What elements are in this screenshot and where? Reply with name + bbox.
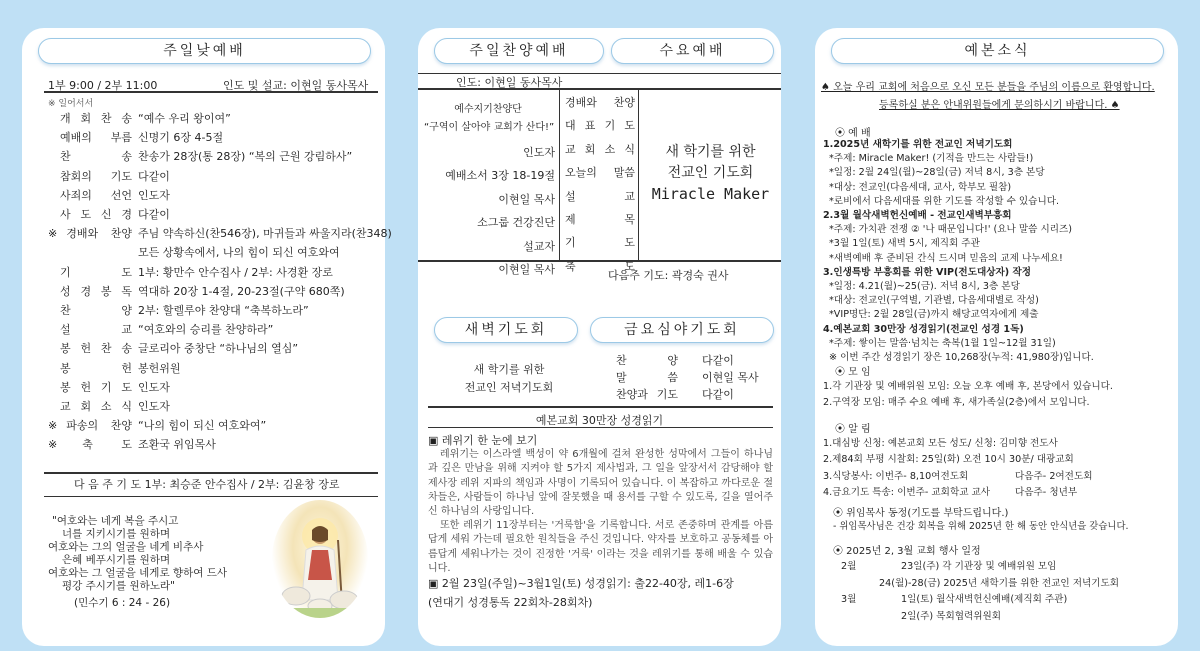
praise-label: 기 도 [565, 236, 635, 250]
order-value: 인도자 [138, 400, 170, 413]
order-row [22, 302, 385, 321]
praise-label: 제 목 [565, 213, 635, 226]
order-row [22, 244, 385, 263]
duty-row [823, 468, 968, 482]
order-value: 조환국 위임목사 [138, 438, 216, 452]
order-row [22, 129, 385, 148]
worship-news-item: 4.예본교회 30만장 성경읽기(전교인 성경 1독) [823, 323, 1024, 335]
divider [44, 91, 378, 93]
special-this-week: 4.금요기도 특송: 이번주- 교회학교 교사 [823, 487, 991, 498]
order-label: 예배의 부름 [60, 131, 132, 145]
order-row [22, 187, 385, 206]
divider [428, 406, 773, 408]
order-label: 봉 헌 기 도 [60, 380, 132, 394]
order-label: 찬 양 [60, 304, 132, 317]
sunday-worship-panel [22, 28, 392, 646]
meeting-news-item: 2.구역장 모임: 매주 수요 예배 후, 새가족실(2층)에서 모입니다. [823, 397, 1090, 408]
quote-line: "여호와는 네게 복을 주시고 [52, 515, 179, 527]
praise-label: 교 회 소 식 [565, 142, 635, 156]
quote-line: 너를 지키시기를 원하며 [62, 528, 171, 540]
notice-news-list [823, 436, 1074, 468]
notice-news-item: 2.제84회 부평 시찰회: 25일(화) 오전 10시 30분/ 대광교회 [823, 454, 1074, 465]
duty-this-week: 3.식당봉사: 이번주- 8,10여전도회 [823, 471, 969, 482]
praise-value: 인도자 [523, 146, 555, 159]
worship-leader: 인도 및 설교: 이현일 동사목사 [223, 79, 369, 92]
quote-line: 여호와는 그 얼굴을 네게로 향하여 드사 [48, 567, 227, 579]
friday-label: 찬양과 기도 [616, 388, 678, 401]
worship-news-item: 2.3월 월삭새벽헌신예배 - 전교인새벽부흥회 [823, 210, 1012, 222]
order-value: 다같이 [138, 169, 170, 183]
divider [638, 88, 639, 260]
order-value: “나의 힘이 되신 여호와여” [138, 419, 267, 433]
meeting-heading: ⦿ 모 임 [835, 367, 871, 378]
wednesday-line: Miracle Maker [651, 185, 770, 203]
order-value: 역대하 20장 1-4절, 20-23절(구약 680쪽) [138, 284, 345, 298]
friday-value: 다같이 [702, 354, 734, 367]
worship-news-item: 1.2025년 새학기를 위한 전교인 저녁기도회 [823, 139, 1013, 150]
notice-news-item: 1.대심방 신청: 예본교회 모든 성도/ 신청: 김미향 전도사 [823, 438, 1058, 449]
dawn-line: 전교인 저녁기도회 [464, 381, 554, 394]
dawn-line: 새 학기를 위한 [473, 363, 545, 376]
worship-news-item: *VIP명단: 2월 28일(금)까지 해당교역자에게 제출 [829, 309, 1039, 321]
worship-news-list [823, 138, 1094, 365]
wednesday-worship-title: 수요예배 [611, 38, 774, 64]
leviticus-summary: 레위기는 이스라엘 백성이 약 6개월에 걸쳐 완성한 성막에서 그들이 하나님과 깊은 만남을 위해 지켜야 할 5가지 제사법과, 그 일을 앞장서서 감당해야 할 제사장 레위 지파의 책임과 사명이 기록되어 있습니다. 이 복잡하고 까다로운 절차들은, 사람들이 하나님 앞에 잘못했을 때 용서를 구할 수 있도록, 길을 열어주신 하나님의 사랑입니다. [428, 449, 773, 518]
praise-leader: 인도: 이현일 동사목사 [456, 76, 563, 89]
meeting-news-list [823, 379, 1113, 411]
order-value: “예수 우리 왕이여” [138, 112, 231, 125]
pastor-heading: ⦿ 위임목사 동정(기도를 부탁드립니다.) [833, 508, 1009, 519]
order-label: 교 회 소 식 [60, 400, 132, 413]
special-next-week: 다음주- 청년부 [1015, 487, 1078, 498]
divider [428, 427, 773, 428]
order-label: 개 회 찬 송 [60, 112, 132, 125]
praise-value: 예수지기찬양단 [454, 104, 522, 115]
order-row [22, 225, 392, 244]
order-label: 봉 헌 찬 송 [60, 342, 132, 356]
order-row [22, 148, 385, 167]
worship-news-item: *주제: Miracle Maker! (기적을 만드는 사람들!) [829, 153, 1034, 165]
order-label: 설 교 [60, 323, 132, 337]
order-row [22, 436, 385, 455]
worship-news-item: *3월 1일(토) 새벽 5시, 제직회 주관 [829, 238, 980, 250]
divider [559, 88, 560, 260]
order-label: ※경배와 찬양 [48, 227, 132, 241]
reading-schedule: ▣ 2월 23일(주일)~3월1일(토) 성경읽기: 출22-40장, 레1-6장 [428, 577, 734, 590]
order-label: ※파송의 찬양 [48, 419, 132, 433]
good-shepherd-illustration [272, 500, 368, 618]
event-text: 2일(주) 목회협력위원회 [901, 610, 1002, 622]
order-value: 찬송가 28장(통 28장) “복의 근원 강림하사” [138, 150, 353, 164]
quote-line: 평강 주시기를 원하노라" [62, 580, 175, 592]
duty-next-week: 다음주- 2여전도회 [1015, 471, 1093, 482]
order-row [22, 321, 385, 340]
friday-value: 다같이 [702, 388, 734, 401]
leviticus-summary-2: 또한 레위기 11장부터는 '거룩함'을 기록합니다. 서로 존중하며 관계를 아름답게 세워 가는데 필요한 원칙들을 주신 것입니다. 약자를 보호하고 공동체를 아름답게 세워나가는 것이 진정한 '거룩' 이라는 것을 레위기를 통해 배울 수 있습니다. [428, 520, 773, 574]
worship-news-item: *일정: 4.21(월)~25(금). 저녁 8시, 3층 본당 [829, 281, 1020, 293]
order-value: 봉헌위원 [138, 361, 181, 375]
friday-prayer-title: 금요심야기도회 [590, 317, 774, 343]
notice-heading: ⦿ 알 림 [835, 424, 871, 435]
praise-value: 이현일 목사 [498, 263, 555, 276]
quote-line: 여호와는 그의 얼굴을 네게 비추사 [48, 541, 204, 553]
praise-value: “구역이 살아야 교회가 산다!” [424, 122, 555, 133]
worship-news-item: *새벽예배 후 준비된 간식 드시며 믿음의 교제 나누세요! [829, 252, 1063, 264]
praise-worship-title: 주일찬양예배 [434, 38, 604, 64]
order-label: 사 도 신 경 [60, 208, 132, 221]
order-value: 1부: 황만수 안수집사 / 2부: 사경환 장로 [138, 265, 333, 279]
wednesday-line: 새 학기를 위한 [665, 144, 756, 160]
dawn-prayer-event [434, 361, 584, 397]
welcome-text: 등록하실 분은 안내위원들에게 문의하시기 바랍니다. ♠ [879, 100, 1120, 111]
order-row [22, 398, 385, 417]
divider [418, 260, 781, 262]
praise-value: 이현일 목사 [498, 193, 555, 206]
order-value: “여호와의 승리를 찬양하라” [138, 323, 274, 337]
event-month: 3월 [841, 594, 857, 605]
event-text: 1일(토) 월삭새벽헌신예배(제직회 주관) [901, 594, 1068, 605]
welcome-line-2 [879, 96, 1120, 111]
order-row [22, 379, 385, 398]
worship-news-item: *로비에서 다음세대를 위한 기도를 작성할 수 있습니다. [829, 195, 1060, 207]
worship-news-item: *대상: 전교인(다음세대, 교사, 학부모 필참) [829, 181, 1012, 193]
pastor-news: - 위임목사님은 건강 회복을 위해 2025년 한 해 동안 안식년을 갖습니다. [833, 521, 1129, 532]
order-value: 인도자 [138, 188, 170, 202]
event-text: 23일(주) 각 기관장 및 예배위원 모임 [901, 561, 1057, 572]
order-row [22, 206, 385, 225]
divider [44, 472, 378, 474]
next-week-prayer: 다 음 주 기 도 1부: 최승준 안수집사 / 2부: 김윤창 장로 [74, 478, 340, 491]
church-news-panel [815, 28, 1178, 646]
scripture-quote [48, 515, 227, 610]
meeting-news-item: 1.각 기관장 및 예배위원 모임: 오늘 오후 예배 후, 본당에서 있습니다. [823, 381, 1113, 392]
quote-line: 은혜 베푸시기를 원하며 [62, 554, 171, 566]
shepherd-image [272, 500, 368, 618]
worship-news-item: ※ 이번 주간 성경읽기 장은 10,268장(누적: 41,980장)입니다. [829, 352, 1094, 364]
quote-reference: (민수기 6 : 24 - 26) [74, 597, 171, 609]
event-text: 24(월)-28(금) 2025년 새학기를 위한 전교인 저녁기도회 [879, 577, 1120, 589]
order-row [22, 417, 385, 436]
order-value: 다같이 [138, 208, 170, 221]
welcome-line-1: ♠ 오늘 우리 교회에 처음으로 오신 모든 분들을 주님의 이름으로 환영합니다. [821, 82, 1155, 93]
order-label: 기 도 [60, 265, 132, 279]
order-label: 참회의 기도 [60, 169, 132, 183]
order-row [22, 340, 385, 359]
sunday-worship-title: 주일낮예배 [38, 38, 371, 64]
praise-label: 설 교 [565, 189, 635, 203]
praise-label: 경배와 찬양 [565, 96, 635, 109]
order-value: 주님 약속하신(찬546장), 마귀들과 싸울지라(찬348) [138, 227, 392, 241]
worship-news-item: 3.인생특방 부흥회를 위한 VIP(전도대상자) 작정 [823, 266, 1032, 278]
worship-news-item: *주제: 쌓이는 말씀·넘치는 축복(1월 1일~12월 31일) [829, 337, 1056, 349]
church-news-title: 예본소식 [831, 38, 1164, 64]
order-value: 신명기 6장 4-5절 [138, 131, 224, 145]
worship-heading: ⦿ 예 배 [835, 128, 871, 139]
wednesday-event [644, 142, 777, 205]
praise-worship-panel [418, 28, 781, 646]
divider [418, 88, 781, 90]
order-label: 성 경 봉 독 [60, 284, 132, 298]
worship-news-item: *주제: 가치관 전쟁 ② '나 때문입니다!' (요나 말씀 시리즈) [829, 224, 1072, 236]
events-heading: ⦿ 2025년 2, 3월 교회 행사 일정 [833, 546, 981, 557]
event-month: 2월 [841, 561, 857, 572]
dawn-prayer-title: 새벽기도회 [434, 317, 578, 343]
order-value: 인도자 [138, 380, 170, 394]
order-label: 봉 헌 [60, 361, 132, 375]
order-value: 모든 상황속에서, 나의 힘이 되신 여호와여 [138, 246, 340, 260]
worship-news-item: *대상: 전교인(구역별, 기관별, 다음세대별로 작성) [829, 295, 1039, 307]
order-value: 글로리아 중창단 “하나님의 열심” [138, 342, 299, 356]
stand-note: ※ 일어서서 [48, 99, 94, 109]
friday-label: 말 씀 [616, 371, 678, 384]
order-label: ※축 도 [48, 438, 132, 452]
next-week-prayer: 다음주 기도: 곽경숙 권사 [608, 269, 729, 282]
praise-label: 축 도 [565, 259, 635, 273]
praise-value: 설교자 [523, 240, 555, 253]
order-value: 2부: 할렐루야 찬양대 “축복하노라” [138, 304, 309, 317]
worship-time: 1부 9:00 / 2부 11:00 [48, 79, 158, 92]
worship-news-item: *일정: 2월 24일(월)~28일(금) 저녁 8시, 3층 본당 [829, 167, 1045, 179]
praise-label: 대 표 기 도 [565, 119, 635, 133]
divider [44, 496, 378, 497]
leviticus-heading: ▣ 레위기 한 눈에 보기 [428, 434, 538, 447]
order-row [22, 283, 385, 302]
praise-value: 소그룹 건강진단 [477, 216, 555, 229]
praise-label: 오늘의 말씀 [565, 166, 635, 180]
order-row [22, 264, 385, 283]
order-row [22, 168, 385, 187]
wednesday-line: 전교인 기도회 [667, 165, 754, 181]
praise-value: 예배소서 3장 18-19절 [445, 169, 555, 182]
order-row [22, 360, 385, 379]
order-row [22, 110, 385, 129]
friday-special-row [823, 484, 990, 498]
bible-reading-title: 예본교회 30만장 성경읽기 [535, 414, 664, 427]
order-label: 찬 송 [60, 150, 132, 164]
reading-schedule-sub: (연대기 성경통독 22회차-28회차) [428, 596, 593, 609]
friday-label: 찬 양 [616, 354, 678, 367]
friday-value: 이현일 목사 [702, 371, 759, 384]
order-label: 사죄의 선언 [60, 188, 132, 202]
